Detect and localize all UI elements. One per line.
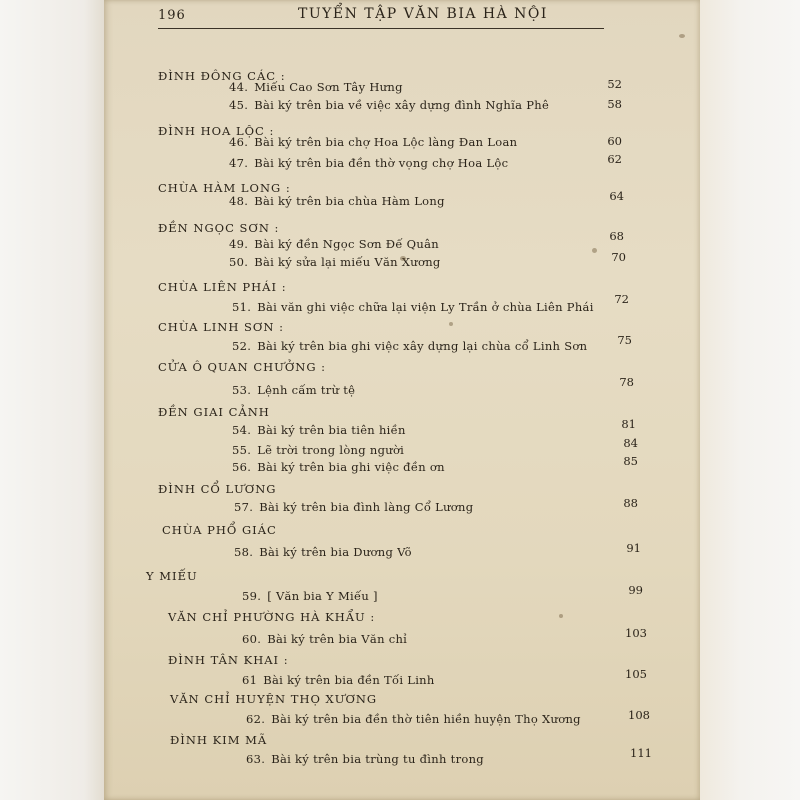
toc-entry: 51. Bài văn ghi việc chữa lại viện Ly Trần ở chùa Liên Phái: [232, 300, 594, 314]
toc-entry: 45. Bài ký trên bia về việc xây dựng đình Nghĩa Phê: [229, 98, 550, 112]
toc-page-number: 103: [625, 626, 647, 640]
toc-entry: 59. [ Văn bia Y Miếu ]: [242, 589, 378, 603]
section-title: ĐÌNH TÂN KHAI :: [168, 653, 289, 667]
toc-entry: 44. Miếu Cao Sơn Tây Hưng: [229, 80, 403, 94]
toc-entry: 50. Bài ký sửa lại miếu Văn Xương: [229, 255, 441, 269]
paper-speck: [559, 614, 563, 618]
toc-page-number: 91: [626, 541, 641, 555]
toc-page-number: 81: [621, 417, 636, 431]
header-rule: [158, 28, 604, 29]
toc-entry: 60. Bài ký trên bia Văn chỉ: [242, 632, 408, 646]
toc-entry: 57. Bài ký trên bia đình làng Cổ Lương: [234, 500, 474, 514]
section-title: ĐÌNH CỔ LƯƠNG: [158, 482, 277, 496]
toc-entry: 58. Bài ký trên bia Dương Võ: [234, 545, 412, 559]
toc-page-number: 62: [607, 152, 622, 166]
toc-page-number: 60: [607, 134, 622, 148]
toc-entry: 48. Bài ký trên bia chùa Hàm Long: [229, 194, 445, 208]
toc-page-number: 78: [619, 375, 634, 389]
toc-page-number: 58: [607, 97, 622, 111]
paper-speck: [592, 248, 597, 253]
paper-speck: [449, 322, 453, 326]
toc-entry: 46. Bài ký trên bia chợ Hoa Lộc làng Đan Loan: [229, 135, 518, 149]
toc-page-number: 52: [607, 77, 622, 91]
section-title: ĐÌNH KIM MÃ: [170, 733, 268, 747]
page-header: [158, 4, 658, 26]
toc-page-number: 108: [628, 708, 650, 722]
toc-page-number: 75: [617, 333, 632, 347]
toc-page-number: 88: [623, 496, 638, 510]
paper-speck: [400, 256, 406, 261]
toc-page-number: 84: [623, 436, 638, 450]
section-title: CỬA Ô QUAN CHƯỞNG :: [158, 360, 327, 374]
toc-entry: 61 Bài ký trên bia đền Tối Linh: [242, 673, 435, 687]
section-title: CHÙA LIÊN PHÁI :: [158, 280, 287, 294]
toc-entry: 63. Bài ký trên bia trùng tu đình trong: [246, 752, 484, 766]
paper-speck: [679, 34, 685, 38]
toc-entry: 56. Bài ký trên bia ghi việc đền ơn: [232, 460, 445, 474]
toc-entry: 55. Lẽ trời trong lòng người: [232, 443, 405, 457]
section-title: VĂN CHỈ PHƯỜNG HÀ KHẨU :: [168, 610, 376, 624]
running-title: TUYỂN TẬP VĂN BIA HÀ NỘI: [298, 6, 548, 22]
section-title: CHÙA LINH SƠN :: [158, 320, 284, 334]
toc-page-number: 70: [611, 250, 626, 264]
toc-page-number: 105: [625, 667, 647, 681]
section-title: VĂN CHỈ HUYỆN THỌ XƯƠNG: [170, 692, 378, 706]
section-title: ĐÌNH ĐÔNG CÁC :: [158, 69, 286, 83]
toc-entry: 54. Bài ký trên bia tiên hiền: [232, 423, 406, 437]
section-title: ĐỀN GIAI CẢNH: [158, 405, 270, 419]
background-right: [700, 0, 800, 800]
toc-entry: 53. Lệnh cấm trừ tệ: [232, 383, 356, 397]
toc-entry: 52. Bài ký trên bia ghi việc xây dựng lại chùa cổ Linh Sơn: [232, 339, 588, 353]
toc-entry: 62. Bài ký trên bia đền thờ tiên hiền huyện Thọ Xương: [246, 712, 581, 726]
background-left: [0, 0, 105, 800]
section-title: CHÙA HÀM LONG :: [158, 181, 291, 195]
toc-page-number: 99: [628, 583, 643, 597]
page-number: 196: [158, 8, 186, 23]
section-title: Y MIẾU: [146, 569, 198, 583]
section-title: ĐÌNH HOA LỘC :: [158, 124, 275, 138]
toc-page-number: 85: [623, 454, 638, 468]
toc-page-number: 72: [614, 292, 629, 306]
toc-page-number: 64: [609, 189, 624, 203]
toc-page-number: 111: [630, 746, 652, 760]
toc-page-number: 68: [609, 229, 624, 243]
toc-entry: 49. Bài ký đền Ngọc Sơn Đế Quân: [229, 237, 439, 251]
book-page: [104, 0, 700, 800]
section-title: CHÙA PHỔ GIÁC: [162, 523, 277, 537]
section-title: ĐỀN NGỌC SƠN :: [158, 221, 280, 235]
toc-entry: 47. Bài ký trên bia đền thờ vọng chợ Hoa Lộc: [229, 156, 509, 170]
